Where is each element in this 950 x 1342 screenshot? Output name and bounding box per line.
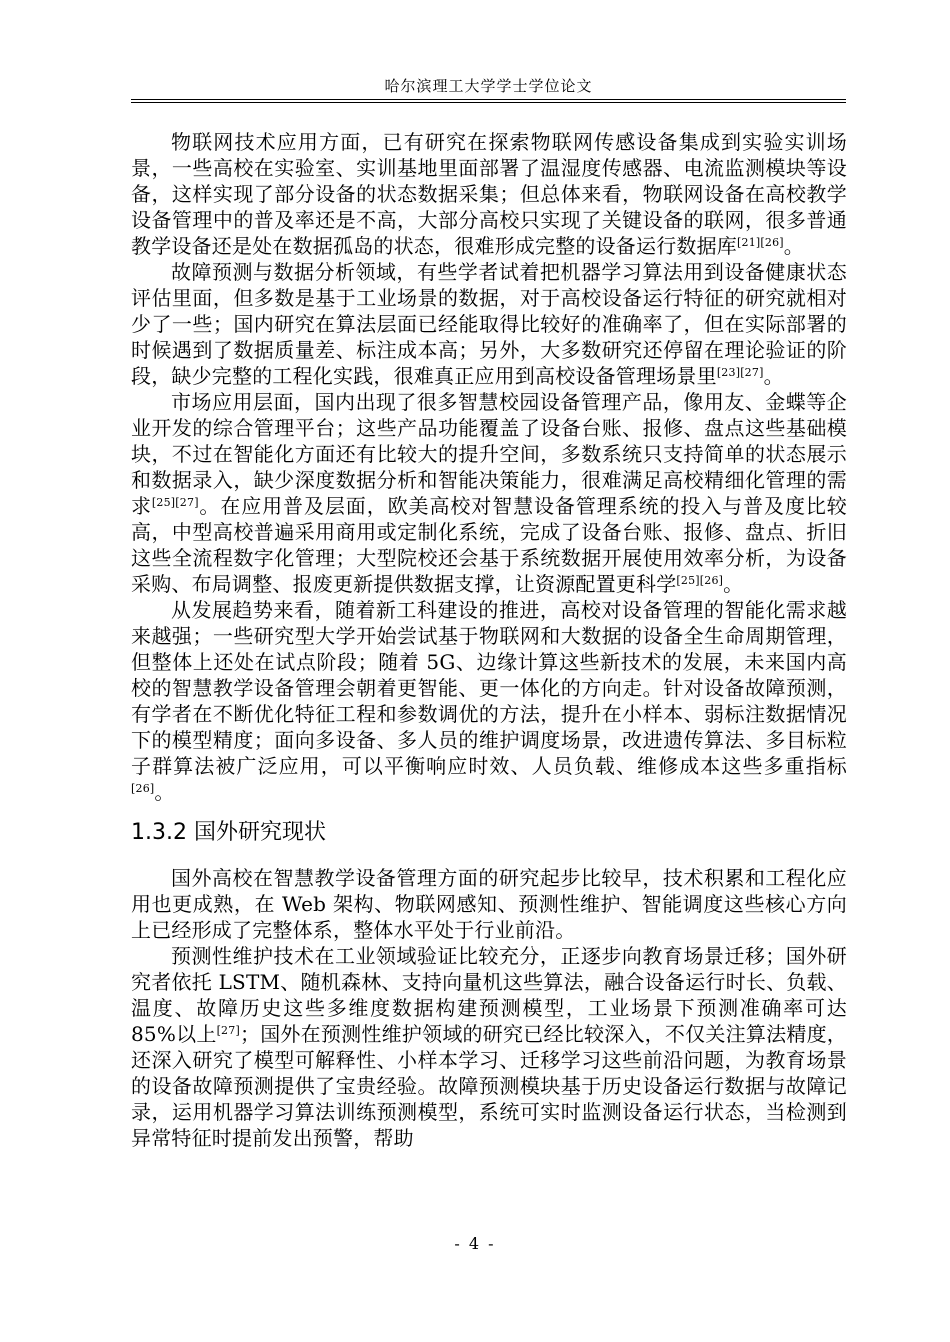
paragraph-trend: 从发展趋势来看，随着新工科建设的推进，高校对设备管理的智能化需求越来越强；一些研究型大学开始尝试基于物联网和大数据的设备全生命周期管理，但整体上还处在试点阶段；随着 5G、边缘计算这些新技术的发展，未来国内高校的智慧教学设备管理会朝着更智能、更一体化的方向走。针对设备故障预测，有学者在不断优化特征工程和参数调优的方法，提升在小样本、弱标注数据情况下的模型精度；面向多设备、多人员的维护调度场景，改进遗传算法、多目标粒子群算法被广泛应用，可以平衡响应时效、人员负载、维修成本这些多重指标[26]。 xyxy=(131,598,847,804)
page-number: - 4 - xyxy=(454,1234,496,1253)
citation: [25][27] xyxy=(151,496,199,509)
running-header: 哈尔滨理工大学学士学位论文 xyxy=(384,77,593,95)
citation: [26] xyxy=(131,782,155,795)
paragraph-market: 市场应用层面，国内出现了很多智慧校园设备管理产品，像用友、金蝶等企业开发的综合管理平台；这些产品功能覆盖了设备台账、报修、盘点这些基础模块，不过在智能化方面还有比较大的提升空间，多数系统只支持简单的状态展示和数据录入，缺少深度数据分析和智能决策能力，很难满足高校精细化管理的需求[25][27]。在应用普及层面，欧美高校对智慧设备管理系统的投入与普及度比较高，中型高校普遍采用商用或定制化系统，完成了设备台账、报修、盘点、折旧这些全流程数字化管理；大型院校还会基于系统数据开展使用效率分析，为设备采购、布局调整、报废更新提供数据支撑，让资源配置更科学[25][26]。 xyxy=(131,390,848,596)
citation: [21][26] xyxy=(737,236,784,249)
citation: [23][27] xyxy=(716,366,764,379)
paragraph-iot: 物联网技术应用方面，已有研究在探索物联网传感设备集成到实验实训场景，一些高校在实验室、实训基地里面部署了温湿度传感器、电流监测模块等设备，这样实现了部分设备的状态数据采集；但总体来看，物联网设备在高校教学设备管理中的普及率还是不高，大部分高校只实现了关键设备的联网，很多普通教学设备还是处在数据孤岛的状态，很难形成完整的设备运行数据库[21][26]。 xyxy=(131,130,847,258)
citation: [25][26] xyxy=(676,574,724,587)
body-text xyxy=(131,129,847,1151)
section-heading: 1.3.2 国外研究现状 xyxy=(131,820,326,845)
header-rule xyxy=(131,99,846,103)
paragraph-foreign-overview: 国外高校在智慧教学设备管理方面的研究起步比较早，技术积累和工程化应用也更成熟，在 Web 架构、物联网感知、预测性维护、智能调度这些核心方向上已经形成了完整体系，整体水平处于行业前沿。 xyxy=(131,866,847,942)
paragraph-fault-prediction: 故障预测与数据分析领域，有些学者试着把机器学习算法用到设备健康状态评估里面，但多数是基于工业场景的数据，对于高校设备运行特征的研究就相对少了一些；国内研究在算法层面已经能取得比较好的准确率了，但在实际部署的时候遇到了数据质量差、标注成本高；另外，大多数研究还停留在理论验证的阶段，缺少完整的工程化实践，很难真正应用到高校设备管理场景里[23][27]。 xyxy=(131,260,847,388)
paragraph-predictive-maintenance: 预测性维护技术在工业领域验证比较充分，正逐步向教育场景迁移；国外研究者依托 LSTM、随机森林、支持向量机这些算法，融合设备运行时长、负载、温度、故障历史这些多维度数据构建预测模型，工业场景下预测准确率可达 85%以上[27]；国外在预测性维护领域的研究已经比较深入，不仅关注算法精度，还深入研究了模型可解释性、小样本学习、迁移学习这些前沿问题，为教育场景的设备故障预测提供了宝贵经验。故障预测模块基于历史设备运行数据与故障记录，运用机器学习算法训练预测模型，系统可实时监测设备运行状态，当检测到异常特征时提前发出预警，帮助 xyxy=(131,944,848,1150)
citation: [27] xyxy=(216,1024,240,1037)
